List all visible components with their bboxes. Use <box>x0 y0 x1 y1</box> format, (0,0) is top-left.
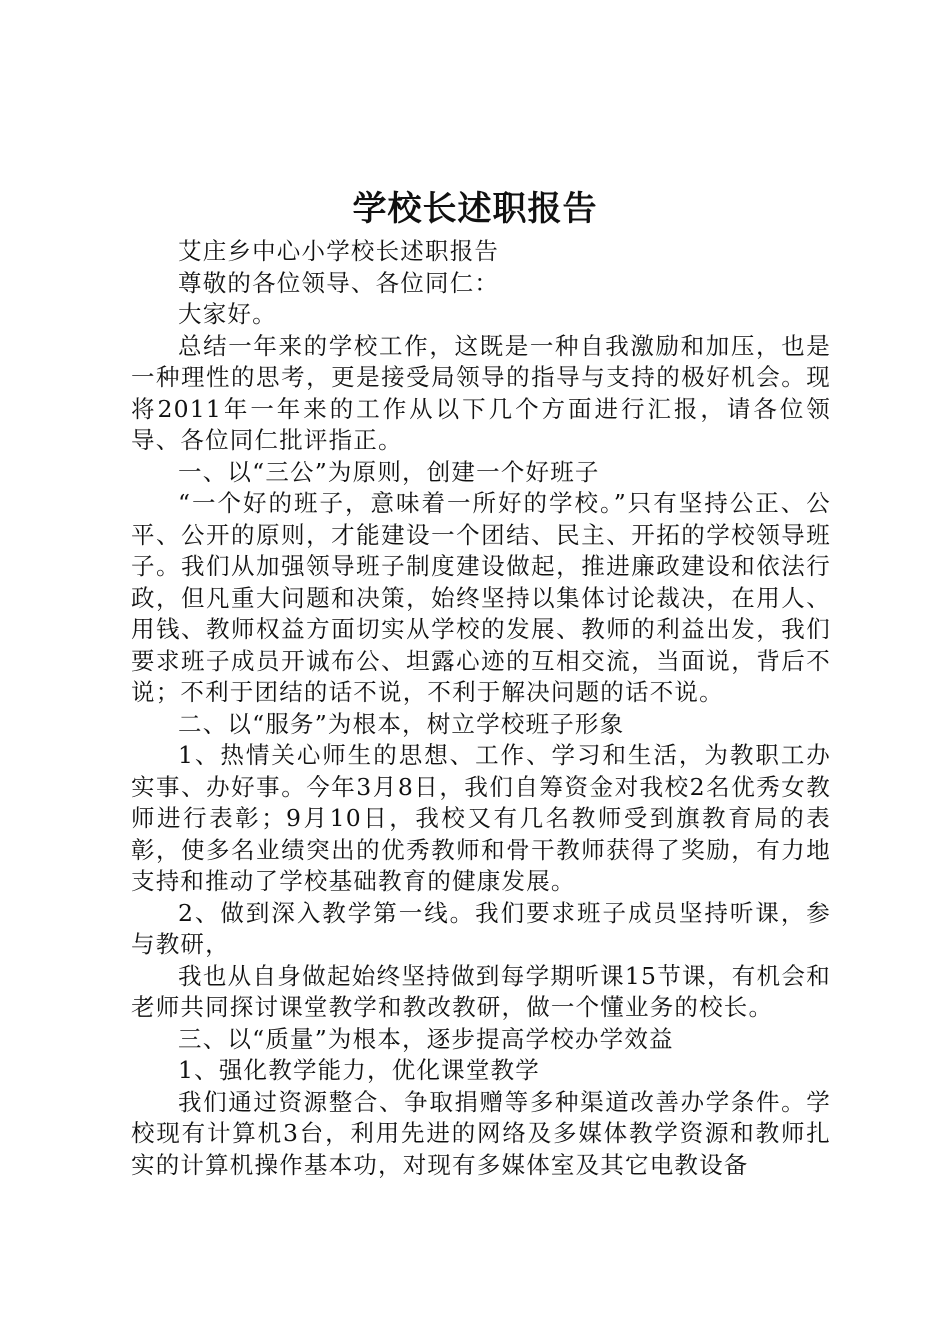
paragraph-item-2-2: 2、做到深入教学第一线。我们要求班子成员坚持听课，参与教研， <box>131 898 831 958</box>
paragraph-item-3-1: 我们通过资源整合、争取捐赠等多种渠道改善办学条件。学校现有计算机3台，利用先进的网络及多媒体教学资源和教师扎实的计算机操作基本功，对现有多媒体室及其它电教设备 <box>131 1087 831 1179</box>
paragraph-salutation: 尊敬的各位领导、各位同仁： <box>178 268 500 297</box>
document-body <box>131 236 831 1181</box>
document-title: 学校长述职报告 <box>352 189 598 229</box>
paragraph-school-name: 艾庄乡中心小学校长述职报告 <box>178 237 500 265</box>
paragraph-item-2-1: 1、热情关心师生的思想、工作、学习和生活，为教职工办实事、办好事。今年3月8日，我们自筹资金对我校2名优秀女教师进行表彰；9月10日，我校又有几名教师受到旗教育局的表彰，使多名业绩突出的优秀教师和骨干教师获得了奖励，有力地支持和推动了学校基础教育的健康发展。 <box>131 741 831 895</box>
section-heading-1: 一、以“三公”为原则，创建一个好班子 <box>178 457 600 486</box>
paragraph-item-2-2-cont: 我也从自身做起始终坚持做到每学期听课15节课，有机会和老师共同探讨课堂教学和教改教研，做一个懂业务的校长。 <box>131 961 831 1021</box>
section-heading-2: 二、以“服务”为根本，树立学校班子形象 <box>178 709 625 738</box>
paragraph-section-1: “一个好的班子，意味着一所好的学校。”只有坚持公正、公平、公开的原则，才能建设一个团结、民主、开拓的学校领导班子。我们从加强领导班子制度建设做起，推进廉政建设和依法行政，但凡重大问题和决策，始终坚持以集体讨论裁决，在用人、用钱、教师权益方面切实从学校的发展、教师的利益出发，我们要求班子成员开诚布公、坦露心迹的互相交流，当面说，背后不说；不利于团结的话不说，不利于解决问题的话不说。 <box>131 489 831 706</box>
section-heading-3: 三、以“质量”为根本，逐步提高学校办学效益 <box>178 1024 674 1053</box>
subheading-3-1: 1、强化教学能力，优化课堂教学 <box>178 1056 540 1084</box>
paragraph-greeting: 大家好。 <box>178 300 277 328</box>
paragraph-intro: 总结一年来的学校工作，这既是一种自我激励和加压，也是一种理性的思考，更是接受局领导的指导与支持的极好机会。现将2011年一年来的工作从以下几个方面进行汇报，请各位领导、各位同仁批评指正。 <box>131 331 831 454</box>
